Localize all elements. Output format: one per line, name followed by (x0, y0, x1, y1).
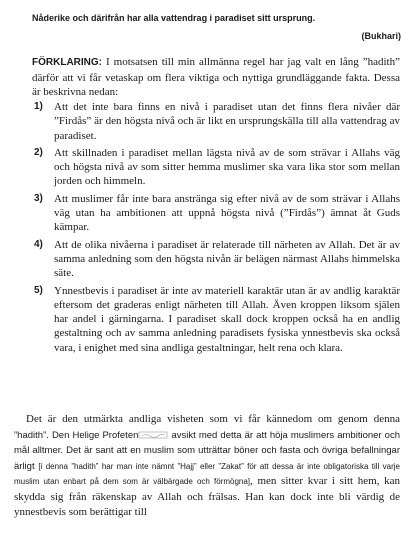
list-item (32, 284, 400, 355)
list-item-text: Ynnestbevis i paradiset är inte av materiell karaktär utan är av andlig karaktär eftersom det graderas enligt närheten till Allah. Även kroppen liksom själen har andel i gärningarna. I paradiset skall dock kroppen också ha en andlig gestaltning och av samma anledning paradisets fysiska ynnestbevis ska också vara, i enighet med sina andliga gestaltningar, helt rena och klara. (54, 284, 400, 354)
list-item (32, 192, 400, 235)
list-item-text: Att det inte bara finns en nivå i paradiset utan det finns flera nivåer där ”Firdås” är den högsta nivå och är likt en ursprungskälla till alla vattendrag av paradiset. (54, 101, 400, 142)
closing-hadith-phrase: ”hadith”. Den Helige Profeten (14, 429, 139, 441)
closing-text (14, 412, 400, 521)
closing-text-c: , men sitter kvar i sitt hem, kan skydda sig från räkenskap av Allah och frälsas. Han kan dock inte bli värdig de ynnestbevis som berättigar till (14, 475, 400, 518)
list-item-text: Att skillnaden i paradiset mellan lägsta nivå av de som strävar i Allahs väg och högsta nivå av som sitter hemma muslimer ska vara lika stor som mellan jorden och himmeln. (54, 146, 400, 188)
closing-paragraph (14, 412, 400, 521)
list-item (32, 238, 400, 281)
list-item (32, 146, 400, 189)
explanation-paragraph (32, 55, 400, 100)
list-item-number: 4) (34, 238, 43, 250)
list-item-text: Att muslimer får inte bara anstränga sig efter nivå av de som strävar i Allahs väg utan ha ambitionen att uppnå högsta nivå (”Firdås”) ämnat åt Guds kämpar. (54, 192, 400, 234)
closing-bracket-note: [i denna ”hadith” har man inte nämnt ”Hajj” eller ”Zakat” för att dessa är inte obligatoriska till varje muslim utan enbart på dem som är välbärgade och förmögna] (14, 461, 401, 486)
list-item-number: 2) (34, 146, 43, 158)
list-item (32, 100, 400, 143)
list-item-number: 5) (34, 284, 43, 296)
list-item-text: Att de olika nivåerna i paradiset är relaterade till närheten av Allah. Det är av samma anledning som den högsta nivån är belägen närmast Allahs himmelska säte. (54, 238, 400, 280)
closing-text-b: avsikt med detta är att höja muslimers ambitioner och mål alltmer. Det är sant att en muslim som utträttar böner och fasta och övriga befallningar ärligt (14, 429, 400, 472)
explanation-label: FÖRKLARING: (32, 57, 102, 68)
list-item-number: 1) (34, 101, 43, 112)
list-item-number: 3) (34, 192, 43, 204)
explanation-list (32, 100, 400, 358)
hadith-source: (Bukhari) (361, 31, 401, 41)
salutation-seal-icon (138, 431, 168, 439)
explanation-text: I motsatsen till min allmänna regel har jag valt en lång ”hadith” därför att vi får vetaskap om flera viktiga och nyttiga grundläggande fakta. Dessa är beskrivna nedan: (32, 56, 400, 98)
hadith-closing-line: Nåderike och därifrån har alla vattendrag i paradiset sitt ursprung. (32, 13, 316, 23)
closing-text-a: Det är den utmärkta andliga visheten som vi får kännedom om genom denna (26, 413, 400, 425)
